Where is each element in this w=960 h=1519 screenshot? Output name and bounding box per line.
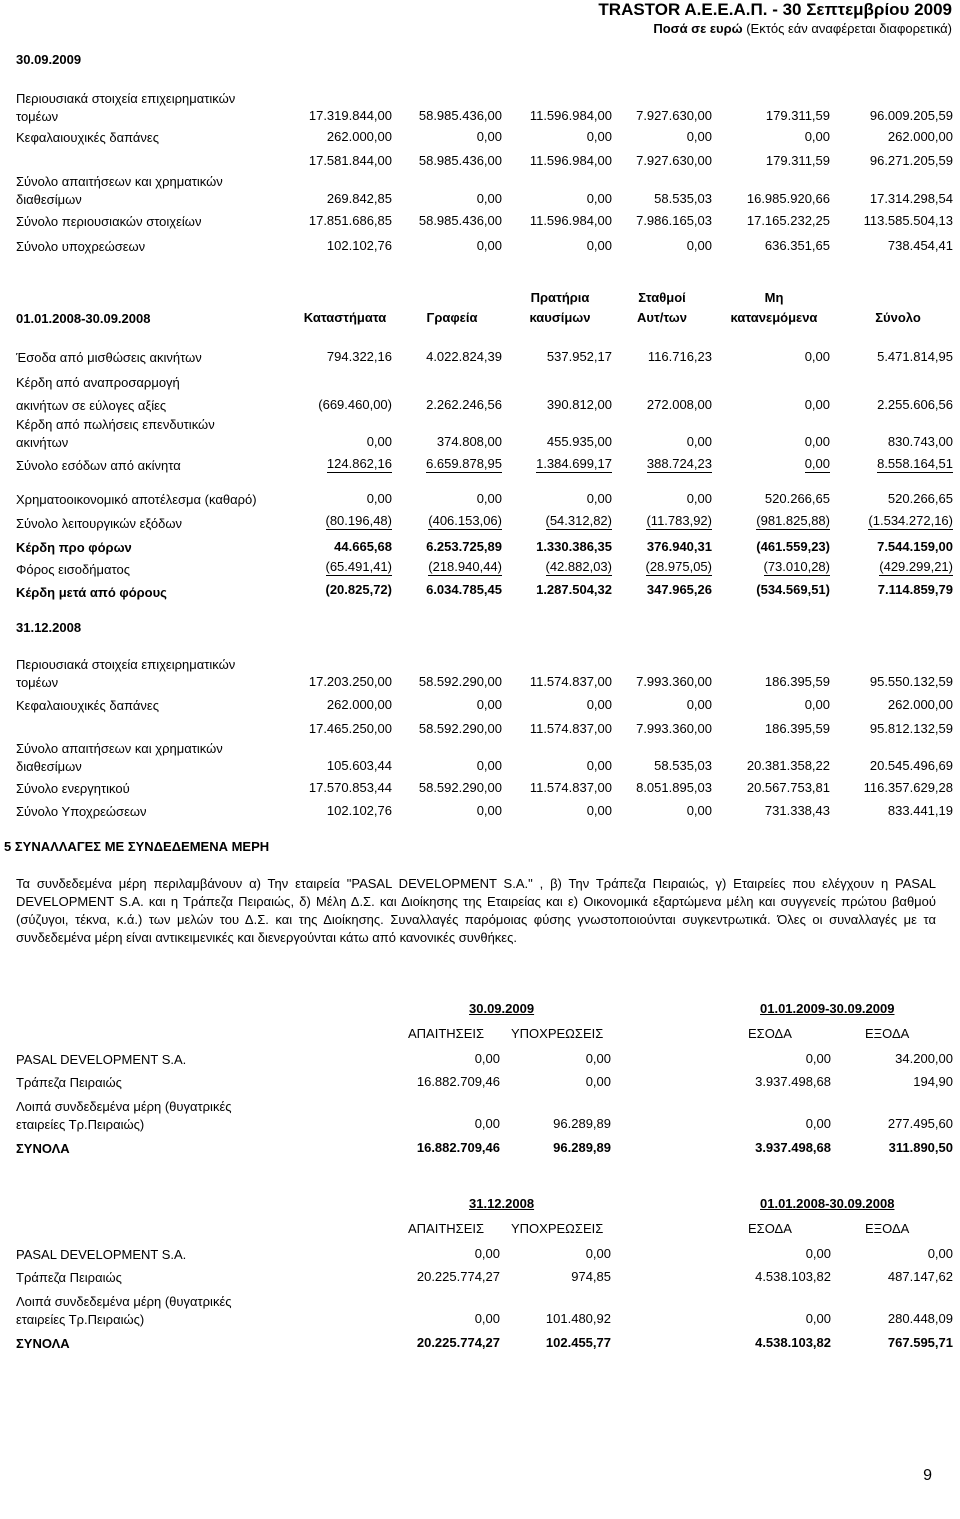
row-label: Λοιπά συνδεδεμένα μέρη (θυγατρικές — [16, 1099, 232, 1114]
cell-value: 636.351,65 — [764, 238, 830, 253]
row-label: Χρηματοοικονομικό αποτέλεσμα (καθαρό) — [16, 492, 257, 507]
cell-value: 179.311,59 — [765, 153, 830, 168]
row-label: Σύνολο ενεργητικού — [16, 781, 130, 796]
table-date: 31.12.2008 — [469, 1196, 535, 1211]
cell-value: 102.102,76 — [326, 238, 392, 253]
cell-value: 0,00 — [805, 1051, 831, 1066]
column-header: ΕΣΟΔΑ — [748, 1026, 792, 1041]
row-label: Τράπεζα Πειραιώς — [16, 1270, 122, 1285]
row-label: Σύνολο υποχρεώσεων — [16, 239, 146, 254]
cell-value: 96.009.205,59 — [869, 108, 953, 123]
cell-value: (73.010,28) — [763, 559, 830, 574]
cell-value: 390.812,00 — [546, 397, 612, 412]
cell-value: 280.448,09 — [887, 1311, 953, 1326]
cell-value: 0,00 — [804, 349, 830, 364]
cell-value: 388.724,23 — [646, 456, 712, 471]
row-label: Σύνολο Υποχρεώσεων — [16, 804, 147, 819]
cell-value: (28.975,05) — [645, 559, 712, 574]
cell-value: 0,00 — [585, 1051, 611, 1066]
note-5-heading: 5 ΣΥΝΑΛΛΑΓΕΣ ΜΕ ΣΥΝΔΕΔΕΜΕΝΑ ΜΕΡΗ — [4, 839, 270, 854]
cell-value: (42.882,03) — [545, 559, 612, 574]
column-header: ΕΣΟΔΑ — [748, 1221, 792, 1236]
period-label-2008: 01.01.2008-30.09.2008 — [16, 311, 151, 326]
cell-value: (461.559,23) — [756, 539, 830, 554]
page-number: 9 — [923, 1467, 932, 1484]
row-label: PASAL DEVELOPMENT S.A. — [16, 1247, 187, 1262]
cell-value: 20.545.496,69 — [869, 758, 953, 773]
cell-value: 11.574.837,00 — [529, 721, 612, 736]
row-label: Σύνολο απαιτήσεων και χρηματικών — [16, 741, 223, 756]
cell-value: 1.330.386,35 — [536, 539, 612, 554]
row-label: Λοιπά συνδεδεμένα μέρη (θυγατρικές — [16, 1294, 232, 1309]
cell-value: 179.311,59 — [765, 108, 830, 123]
cell-value: 487.147,62 — [887, 1269, 953, 1284]
cell-value: 58.592.290,00 — [418, 674, 502, 689]
cell-value: 8.051.895,03 — [636, 780, 712, 795]
row-label: Έσοδα από μισθώσεις ακινήτων — [16, 350, 202, 365]
cell-value: 116.357.629,28 — [863, 780, 953, 795]
cell-value: 0,00 — [927, 1246, 953, 1261]
cell-value: (534.569,51) — [756, 582, 830, 597]
row-label: Κεφαλαιουχικές δαπάνες — [16, 698, 159, 713]
cell-value: 11.596.984,00 — [529, 153, 612, 168]
column-header: ΑΠΑΙΤΗΣΕΙΣ — [408, 1026, 485, 1041]
cell-value: 2.255.606,56 — [877, 397, 953, 412]
cell-value: 16.882.709,46 — [416, 1074, 500, 1089]
column-header: κατανεμόμενα — [730, 310, 818, 325]
cell-value: 17.851.686,85 — [308, 213, 392, 228]
cell-value: 58.985.436,00 — [418, 153, 502, 168]
cell-value: 262.000,00 — [326, 129, 392, 144]
cell-value: 58.535,03 — [654, 758, 712, 773]
cell-value: (406.153,06) — [428, 513, 502, 528]
cell-value: 113.585.504,13 — [863, 213, 953, 228]
cell-value: 0,00 — [804, 129, 830, 144]
cell-value: 0,00 — [474, 1051, 500, 1066]
cell-value: 58.985.436,00 — [418, 108, 502, 123]
cell-value: 105.603,44 — [326, 758, 392, 773]
column-header: ΑΠΑΙΤΗΣΕΙΣ — [408, 1221, 485, 1236]
cell-value: 20.225.774,27 — [416, 1335, 500, 1350]
cell-value: 4.538.103,82 — [755, 1335, 831, 1350]
cell-value: (429.299,21) — [879, 559, 953, 574]
note-5-paragraph: Τα συνδεδεμένα μέρη περιλαμβάνουν α) Την εταιρεία "PASAL DEVELOPMENT S.A." , β) Την Τράπεζα Πειραιώς, γ) Εταιρείες που ελέγχουν η PASAL DEVELOPMENT S.A. και η Τράπεζα Πειραιώς, δ) Μέλη Δ.Σ. και Διοίκησης της Εταιρείας και ε) Οικονομικά εξαρτώμενα μέλη και συγγενείς πρώτου βαθμού (σύζυγοι, τέκνα, κ.ά.) των μελών του Δ.Σ. και της Διοίκησης. Συναλλαγές παρόμοιας φύσης γνωστοποιούνται συγκεντρωτικά. Όλες οι συναλλαγές με τα συνδεδεμένα μέρη είναι αντικειμενικές και διενεργούνται κάτω από κανονικές συνθήκες. — [16, 876, 936, 945]
cell-value: 376.940,31 — [646, 539, 712, 554]
cell-value: 6.034.785,45 — [426, 582, 502, 597]
cell-value: 0,00 — [476, 238, 502, 253]
row-label: ΣΥΝΟΛΑ — [16, 1141, 70, 1156]
cell-value: (80.196,48) — [325, 513, 392, 528]
cell-value: (218.940,44) — [428, 559, 502, 574]
cell-value: 767.595,71 — [887, 1335, 953, 1350]
cell-value: 830.743,00 — [887, 434, 953, 449]
column-header-line1: Πρατήρια — [530, 290, 590, 305]
cell-value: 11.574.837,00 — [529, 674, 612, 689]
section-date-2009: 30.09.2009 — [16, 52, 82, 67]
cell-value: 0,00 — [476, 697, 502, 712]
cell-value: 0,00 — [805, 1116, 831, 1131]
cell-value: 7.993.360,00 — [636, 721, 712, 736]
column-header: καυσίμων — [529, 310, 591, 325]
row-label: Σύνολο απαιτήσεων και χρηματικών — [16, 174, 223, 189]
cell-value: 0,00 — [476, 191, 502, 206]
cell-value: 374.808,00 — [436, 434, 502, 449]
cell-value: 7.544.159,00 — [877, 539, 953, 554]
cell-value: (1.534.272,16) — [868, 513, 953, 528]
cell-value: 7.114.859,79 — [877, 582, 953, 597]
cell-value: 101.480,92 — [545, 1311, 611, 1326]
cell-value: 520.266,65 — [764, 491, 830, 506]
row-label: Φόρος εισοδήματος — [16, 562, 130, 577]
column-header-line1: Μη — [764, 290, 784, 305]
cell-value: (65.491,41) — [325, 559, 392, 574]
cell-value: 0,00 — [804, 456, 830, 471]
cell-value: 0,00 — [586, 697, 612, 712]
row-label: Κέρδη μετά από φόρους — [16, 585, 167, 600]
cell-value: 738.454,41 — [887, 238, 953, 253]
cell-value: 17.570.853,44 — [308, 780, 392, 795]
cell-value: 262.000,00 — [887, 697, 953, 712]
column-header-line1: Σταθμοί — [638, 290, 686, 305]
cell-value: 0,00 — [474, 1246, 500, 1261]
cell-value: 0,00 — [476, 491, 502, 506]
cell-value: 11.596.984,00 — [529, 108, 612, 123]
cell-value: 0,00 — [805, 1246, 831, 1261]
row-label: Σύνολο εσόδων από ακίνητα — [16, 458, 181, 473]
cell-value: 0,00 — [686, 238, 712, 253]
cell-value: 0,00 — [585, 1074, 611, 1089]
cell-value: 186.395,59 — [764, 721, 830, 736]
cell-value: 16.882.709,46 — [416, 1140, 500, 1155]
cell-value: 11.574.837,00 — [529, 780, 612, 795]
row-label: Τράπεζα Πειραιώς — [16, 1075, 122, 1090]
cell-value: 0,00 — [686, 129, 712, 144]
cell-value: (11.783,92) — [646, 513, 712, 528]
cell-value: 0,00 — [476, 803, 502, 818]
table-period: 01.01.2009-30.09.2009 — [760, 1001, 895, 1016]
cell-value: 0,00 — [686, 434, 712, 449]
column-header: Σύνολο — [875, 310, 921, 325]
cell-value: 44.665,68 — [334, 539, 392, 554]
cell-value: 0,00 — [474, 1116, 500, 1131]
column-header: ΕΞΟΔΑ — [865, 1221, 910, 1236]
column-header: Αυτ/των — [636, 310, 688, 325]
cell-value: 96.271.205,59 — [869, 153, 953, 168]
row-label: Κεφαλαιουχικές δαπάνες — [16, 130, 159, 145]
cell-value: 0,00 — [686, 803, 712, 818]
cell-value: 7.927.630,00 — [636, 153, 712, 168]
cell-value: 124.862,16 — [326, 456, 392, 471]
row-label: Περιουσιακά στοιχεία επιχειρηματικών — [16, 657, 236, 672]
cell-value: 0,00 — [804, 697, 830, 712]
cell-value: 11.596.984,00 — [529, 213, 612, 228]
row-label-continued: ακινήτων — [16, 435, 69, 450]
cell-value: 0,00 — [586, 238, 612, 253]
cell-value: 2.262.246,56 — [426, 397, 502, 412]
cell-value: 731.338,43 — [764, 803, 830, 818]
row-label: Κέρδη από αναπροσαρμογή — [16, 375, 180, 390]
row-label: Κέρδη προ φόρων — [16, 540, 132, 555]
cell-value: 6.659.878,95 — [426, 456, 502, 471]
cell-value: 0,00 — [804, 397, 830, 412]
cell-value: 0,00 — [474, 1311, 500, 1326]
cell-value: (20.825,72) — [325, 582, 392, 597]
cell-value: 0,00 — [586, 129, 612, 144]
cell-value: 17.165.232,25 — [746, 213, 830, 228]
cell-value: 20.225.774,27 — [416, 1269, 500, 1284]
cell-value: 262.000,00 — [887, 129, 953, 144]
table-date: 30.09.2009 — [469, 1001, 535, 1016]
row-label-continued: εταιρείες Τρ.Πειραιώς) — [16, 1117, 145, 1132]
column-header: ΥΠΟΧΡΕΩΣΕΙΣ — [511, 1221, 604, 1236]
table-period: 01.01.2008-30.09.2008 — [760, 1196, 895, 1211]
cell-value: 17.319.844,00 — [308, 108, 392, 123]
column-header: ΕΞΟΔΑ — [865, 1026, 910, 1041]
column-header: Καταστήματα — [303, 310, 387, 325]
cell-value: 95.550.132,59 — [869, 674, 953, 689]
cell-value: 58.592.290,00 — [418, 780, 502, 795]
cell-value: 58.592.290,00 — [418, 721, 502, 736]
cell-value: 269.842,85 — [326, 191, 392, 206]
cell-value: 0,00 — [686, 491, 712, 506]
cell-value: 0,00 — [805, 1311, 831, 1326]
cell-value: 58.985.436,00 — [418, 213, 502, 228]
cell-value: 0,00 — [586, 491, 612, 506]
cell-value: (669.460,00) — [318, 397, 392, 412]
cell-value: 794.322,16 — [326, 349, 392, 364]
cell-value: 833.441,19 — [887, 803, 953, 818]
cell-value: 6.253.725,89 — [426, 539, 502, 554]
cell-value: 17.581.844,00 — [308, 153, 392, 168]
cell-value: 194,90 — [913, 1074, 953, 1089]
section-date-2008: 31.12.2008 — [16, 620, 82, 635]
column-header: ΥΠΟΧΡΕΩΣΕΙΣ — [511, 1026, 604, 1041]
cell-value: 7.927.630,00 — [636, 108, 712, 123]
cell-value: 0,00 — [586, 803, 612, 818]
cell-value: 186.395,59 — [764, 674, 830, 689]
cell-value: 1.384.699,17 — [536, 456, 612, 471]
cell-value: 102.102,76 — [326, 803, 392, 818]
cell-value: 17.465.250,00 — [308, 721, 392, 736]
report-subtitle: Ποσά σε ευρώ (Εκτός εάν αναφέρεται διαφορετικά) — [653, 21, 952, 36]
cell-value: 102.455,77 — [545, 1335, 611, 1350]
cell-value: 537.952,17 — [546, 349, 612, 364]
cell-value: 96.289,89 — [553, 1140, 611, 1155]
cell-value: 520.266,65 — [887, 491, 953, 506]
cell-value: 16.985.920,66 — [746, 191, 830, 206]
cell-value: 17.314.298,54 — [869, 191, 953, 206]
cell-value: 0,00 — [686, 697, 712, 712]
cell-value: 34.200,00 — [895, 1051, 953, 1066]
row-label-continued: ακινήτων σε εύλογες αξίες — [16, 398, 167, 413]
cell-value: 455.935,00 — [546, 434, 612, 449]
row-label: Σύνολο λειτουργικών εξόδων — [16, 516, 183, 531]
row-label: Κέρδη από πωλήσεις επενδυτικών — [16, 417, 215, 432]
cell-value: 0,00 — [586, 758, 612, 773]
row-label-continued: διαθεσίμων — [16, 759, 82, 774]
cell-value: 0,00 — [585, 1246, 611, 1261]
cell-value: 4.022.824,39 — [426, 349, 502, 364]
row-label: ΣΥΝΟΛΑ — [16, 1336, 70, 1351]
cell-value: (981.825,88) — [756, 513, 830, 528]
cell-value: 1.287.504,32 — [536, 582, 612, 597]
cell-value: 20.381.358,22 — [746, 758, 830, 773]
cell-value: 58.535,03 — [654, 191, 712, 206]
cell-value: 116.716,23 — [647, 349, 712, 364]
cell-value: 96.289,89 — [553, 1116, 611, 1131]
column-header: Γραφεία — [426, 310, 478, 325]
row-label-continued: τομέων — [16, 675, 59, 690]
cell-value: 347.965,26 — [646, 582, 712, 597]
row-label-continued: τομέων — [16, 109, 59, 124]
cell-value: 0,00 — [476, 129, 502, 144]
row-label-continued: εταιρείες Τρ.Πειραιώς) — [16, 1312, 145, 1327]
cell-value: 20.567.753,81 — [746, 780, 830, 795]
cell-value: 95.812.132,59 — [869, 721, 953, 736]
cell-value: 0,00 — [586, 191, 612, 206]
cell-value: 311.890,50 — [888, 1140, 953, 1155]
cell-value: 5.471.814,95 — [877, 349, 953, 364]
cell-value: 3.937.498,68 — [755, 1140, 831, 1155]
cell-value: 0,00 — [476, 758, 502, 773]
cell-value: 7.986.165,03 — [636, 213, 712, 228]
row-label: Σύνολο περιουσιακών στοιχείων — [16, 214, 202, 229]
cell-value: 7.993.360,00 — [636, 674, 712, 689]
cell-value: 974,85 — [571, 1269, 611, 1284]
row-label-continued: διαθεσίμων — [16, 192, 82, 207]
cell-value: 17.203.250,00 — [308, 674, 392, 689]
report-title: TRASTOR A.E.E.A.Π. - 30 Σεπτεμβρίου 2009 — [598, 0, 952, 19]
cell-value: 277.495,60 — [887, 1116, 953, 1131]
cell-value: 0,00 — [804, 434, 830, 449]
cell-value: (54.312,82) — [545, 513, 612, 528]
row-label: PASAL DEVELOPMENT S.A. — [16, 1052, 187, 1067]
cell-value: 262.000,00 — [326, 697, 392, 712]
cell-value: 272.008,00 — [646, 397, 712, 412]
row-label: Περιουσιακά στοιχεία επιχειρηματικών — [16, 91, 236, 106]
cell-value: 0,00 — [366, 434, 392, 449]
cell-value: 3.937.498,68 — [755, 1074, 831, 1089]
cell-value: 8.558.164,51 — [877, 456, 953, 471]
page-header — [598, 0, 952, 37]
cell-value: 0,00 — [366, 491, 392, 506]
cell-value: 4.538.103,82 — [755, 1269, 831, 1284]
